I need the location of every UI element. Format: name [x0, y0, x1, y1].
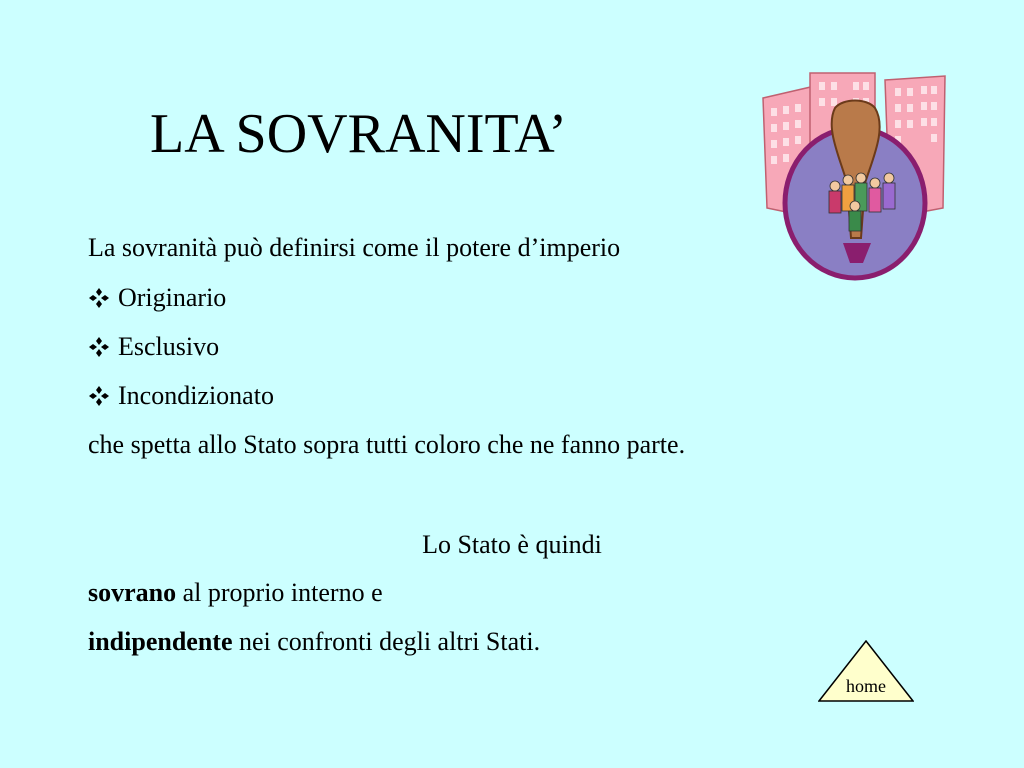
- diamond-bullet-icon: [88, 287, 110, 309]
- diamond-bullet-icon: [88, 336, 110, 358]
- home-button[interactable]: [818, 640, 914, 702]
- slide-title: LA SOVRANITA’: [150, 103, 568, 165]
- indipendente-line: [88, 626, 540, 658]
- bullet-label: Incondizionato: [118, 381, 274, 410]
- bullet-incondizionato: [88, 380, 274, 412]
- people-city-clipart-icon: [755, 68, 955, 283]
- bullet-label: Esclusivo: [118, 332, 220, 361]
- home-label: home: [846, 676, 886, 696]
- sovrano-bold: sovrano: [88, 578, 177, 607]
- bullet-label: Originario: [118, 283, 227, 312]
- indipendente-bold: indipendente: [88, 627, 233, 656]
- bullet-originario: [88, 282, 226, 314]
- indipendente-rest: nei confronti degli altri Stati.: [232, 627, 541, 656]
- diamond-bullet-icon: [88, 385, 110, 407]
- conclusion-text: che spetta allo Stato sopra tutti coloro che ne fanno parte.: [88, 430, 686, 459]
- bullet-esclusivo: [88, 331, 219, 363]
- centered-text: Lo Stato è quindi: [422, 530, 602, 559]
- intro-text: La sovranità può definirsi come il potere d’imperio: [88, 233, 621, 262]
- sovrano-rest: al proprio interno e: [176, 578, 383, 607]
- sovrano-line: [88, 577, 383, 609]
